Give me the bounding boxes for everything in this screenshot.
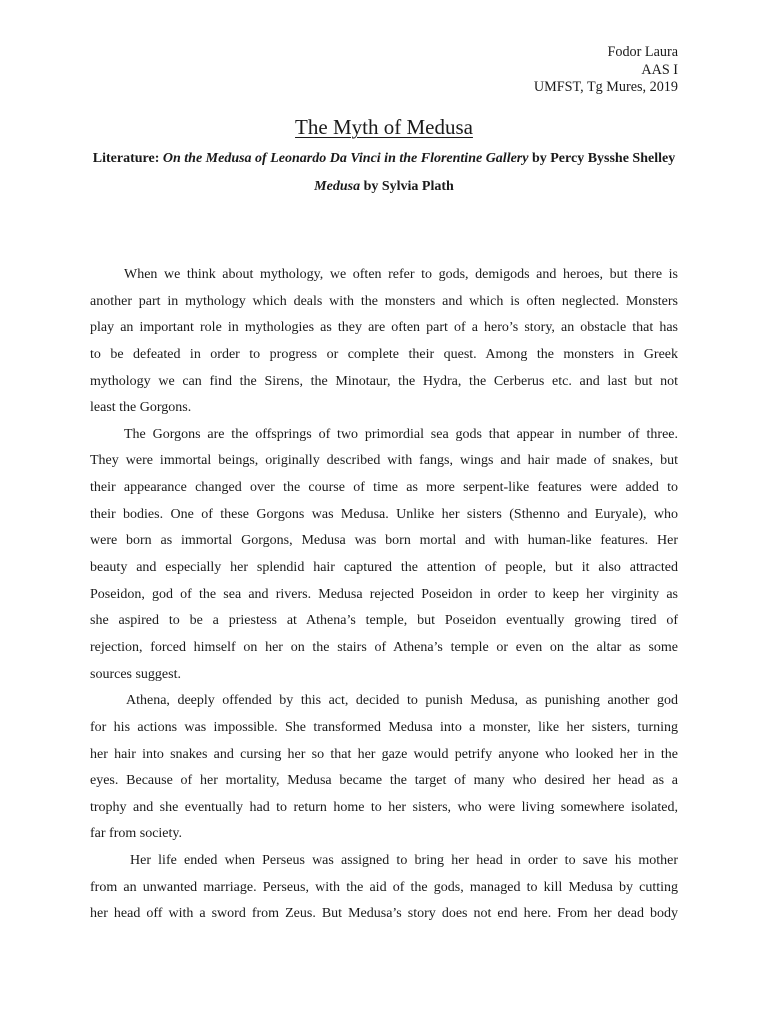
paragraph-line: They were immortal beings, originally described with fangs, wings and hair made of snakes, but xyxy=(90,453,678,469)
paragraph xyxy=(90,688,678,848)
paragraph-line: trophy and she eventually had to return home to her sisters, who were living somewhere isolated, xyxy=(90,799,678,815)
paragraph-line: she aspired to be a priestess at Athena’s temple, but Poseidon eventually growing tired of xyxy=(90,613,678,629)
document-title-block xyxy=(0,114,768,140)
paragraph-line: Poseidon, god of the sea and rivers. Medusa rejected Poseidon in order to keep her virginity as xyxy=(90,586,678,602)
document-title: The Myth of Medusa xyxy=(295,115,473,139)
paragraph-line: another part in mythology which deals with the monsters and which is often neglected. Monsters xyxy=(90,293,678,309)
literature-label: Literature: xyxy=(92,151,160,166)
institution-date: UMFST, Tg Mures, 2019 xyxy=(533,79,678,95)
class-label: AAS I xyxy=(641,61,678,78)
paragraph xyxy=(90,422,678,688)
paragraph-line: were born as immortal Gorgons, Medusa was born mortal and with human-like features. Her xyxy=(90,533,678,549)
paragraph-line: When we think about mythology, we often refer to gods, demigods and heroes, but there is xyxy=(124,267,678,282)
work2-title: Medusa xyxy=(314,179,361,194)
paragraph-line: mythology we can find the Sirens, the Minotaur, the Hydra, the Cerberus etc. and last but not xyxy=(90,373,678,389)
paragraph-line: their appearance changed over the course of time as more serpent-like features were added to xyxy=(90,480,678,496)
work1-author: by Percy Bysshe Shelley xyxy=(531,151,676,166)
literature-line-2 xyxy=(60,178,708,196)
paragraph-line: least the Gorgons. xyxy=(90,400,192,416)
paragraph-line: to be defeated in order to progress or complete their quest. Among the monsters in Greek xyxy=(90,346,678,362)
essay-body xyxy=(90,262,678,928)
paragraph-line: sources suggest. xyxy=(90,666,181,682)
paragraph-line: Her life ended when Perseus was assigned to bring her head in order to save his mother xyxy=(130,853,678,869)
paragraph-line: rejection, forced himself on her on the stairs of Athena’s temple or even on the altar as some xyxy=(90,639,678,655)
author-header xyxy=(534,44,678,97)
author-name: Fodor Laura xyxy=(607,44,678,60)
paragraph-line: her head off with a sword from Zeus. But Medusa’s story does not end here. From her dead body xyxy=(90,906,678,922)
paragraph-line: The Gorgons are the offsprings of two primordial sea gods that appear in number of three. xyxy=(124,426,678,442)
paragraph xyxy=(90,262,678,422)
paragraph-line: Athena, deeply offended by this act, decided to punish Medusa, as punishing another god xyxy=(126,693,678,709)
paragraph-line: for his actions was impossible. She transformed Medusa into a monster, like her sisters, turning xyxy=(90,719,678,735)
paragraph-line: beauty and especially her splendid hair captured the attention of people, but it also attracted xyxy=(90,560,678,576)
paragraph-line: far from society. xyxy=(90,826,182,842)
literature-line xyxy=(60,150,708,168)
work1-title: On the Medusa of Leonardo Da Vinci in the Florentine Gallery xyxy=(162,151,529,166)
paragraph-line: play an important role in mythologies as they are often part of a hero’s story, an obstacle that has xyxy=(90,320,678,336)
paragraph xyxy=(90,848,678,928)
paragraph-line: eyes. Because of her mortality, Medusa became the target of many who desired her head as a xyxy=(90,773,678,789)
paragraph-line: her hair into snakes and cursing her so that her gaze would petrify anyone who looked her in the xyxy=(90,746,678,762)
work2-author: by Sylvia Plath xyxy=(363,179,454,194)
paragraph-line: from an unwanted marriage. Perseus, with the aid of the gods, managed to kill Medusa by cutting xyxy=(90,879,678,895)
paragraph-line: their bodies. One of these Gorgons was Medusa. Unlike her sisters (Sthenno and Euryale), who xyxy=(90,506,678,522)
